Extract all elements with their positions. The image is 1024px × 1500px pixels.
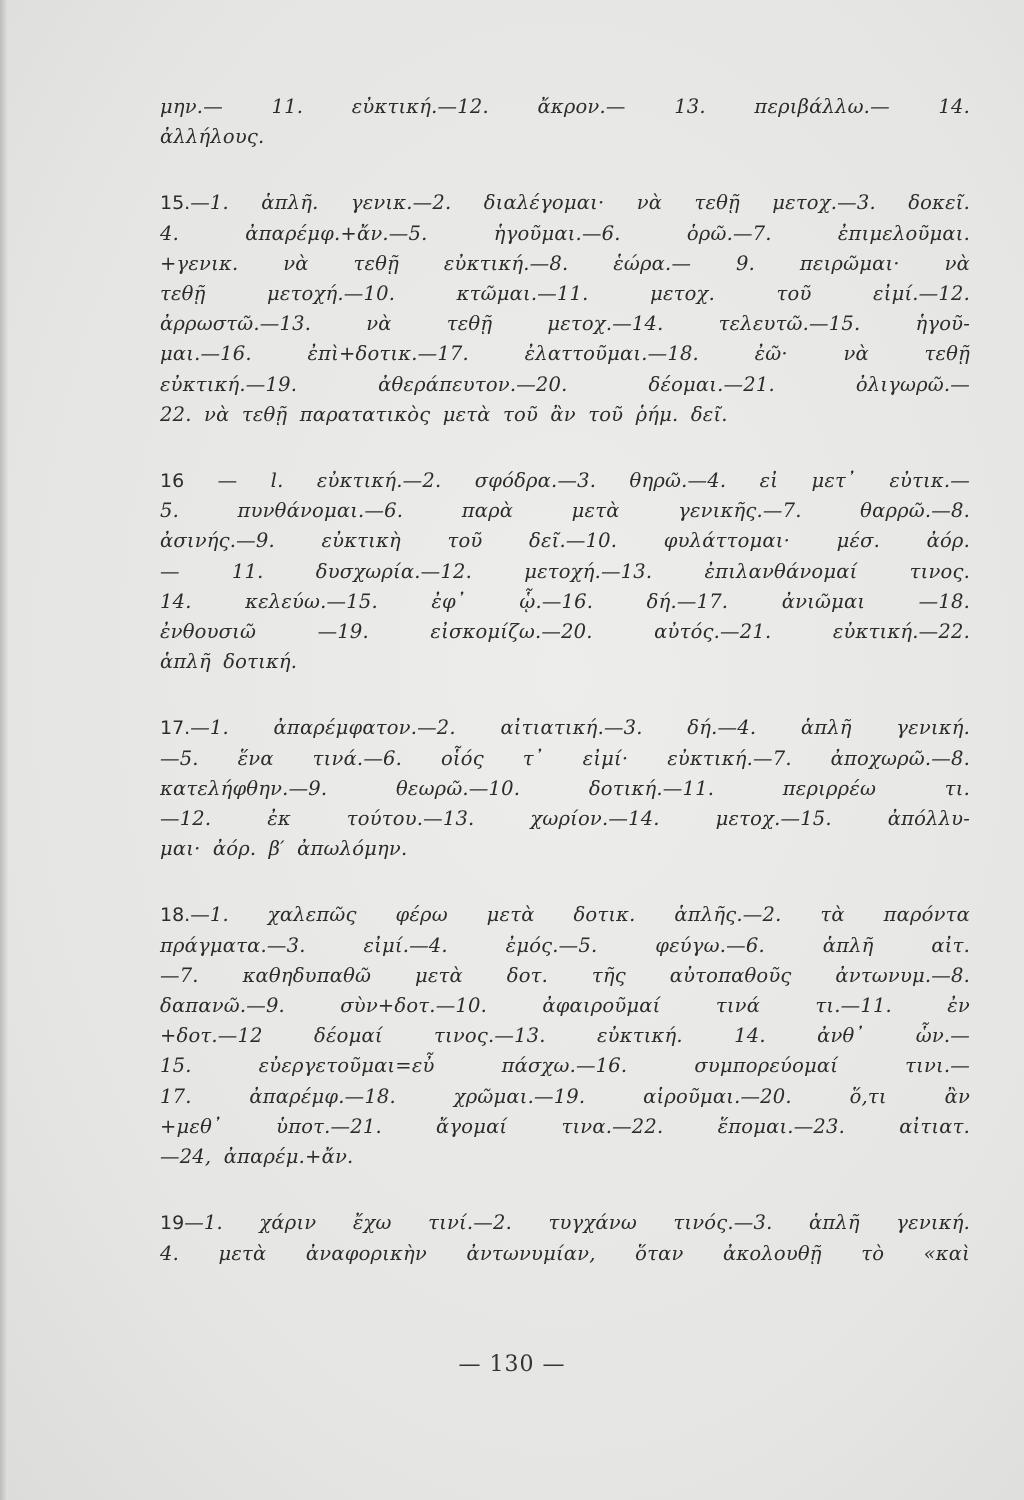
- text-line: τεθῇ μετοχή.—10. κτῶμαι.—11. μετοχ. τοῦ εἰμί.—12.: [160, 282, 970, 306]
- exercise-number: 15.: [160, 192, 191, 215]
- text-line-content: —1. ἁπλῆ. γενικ.—2. διαλέγομαι· νὰ τεθῇ μετοχ.—3. δοκεῖ.: [190, 191, 970, 215]
- text-line: κατελήφθην.—9. θεωρῶ.—10. δοτική.—11. περιρρέω τι.: [160, 776, 970, 800]
- paragraph-16: [160, 466, 970, 677]
- paragraph-17: [160, 713, 970, 864]
- text-line: ἁπλῆ δοτική.: [160, 650, 298, 674]
- text-line: 4. μετὰ ἀναφορικὴν ἀντωνυμίαν, ὅταν ἀκολουθῇ τὸ «καὶ: [160, 1241, 970, 1265]
- text-line: —5. ἕνα τινά.—6. οἷός τ᾽ εἰμί· εὐκτική.—7. ἀποχωρῶ.—8.: [160, 746, 970, 770]
- text-line: ἀρρωστῶ.—13. νὰ τεθῇ μετοχ.—14. τελευτῶ.—15. ἡγοῦ-: [160, 312, 970, 336]
- text-line: 22. νὰ τεθῇ παρατατικὸς μετὰ τοῦ ἂν τοῦ ῥήμ. δεῖ.: [160, 402, 728, 426]
- text-line: 5. πυνθάνομαι.—6. παρὰ μετὰ γενικῆς.—7. θαρρῶ.—8.: [160, 499, 970, 523]
- paragraph-14-continued: [160, 92, 970, 152]
- exercise-number: 17.: [160, 717, 191, 740]
- text-line: πράγματα.—3. εἰμί.—4. ἐμός.—5. φεύγω.—6. ἁπλῆ αἰτ.: [160, 933, 970, 957]
- text-line: 15. εὐεργετοῦμαι=εὖ πάσχω.—16. συμπορεύομαί τινι.—: [160, 1054, 970, 1078]
- text-line: μην.— 11. εὐκτική.—12. ἄκρον.— 13. περιβάλλω.— 14.: [160, 95, 970, 118]
- text-line: μαι· ἀόρ. β′ ἀπωλόμην.: [160, 837, 408, 861]
- text-line: —7. καθηδυπαθῶ μετὰ δοτ. τῆς αὐτοπαθοῦς ἀντωνυμ.—8.: [160, 963, 970, 987]
- paragraph-18: [160, 900, 970, 1172]
- exercise-number: 18.: [160, 904, 191, 927]
- text-line: μαι.—16. ἐπὶ+δοτικ.—17. ἐλαττοῦμαι.—18. ἐῶ· νὰ τεθῇ: [160, 342, 970, 366]
- text-line: ἀσινής.—9. εὐκτικὴ τοῦ δεῖ.—10. φυλάττομαι· μέσ. ἀόρ.: [160, 529, 970, 553]
- text-line: δαπανῶ.—9. σὺν+δοτ.—10. ἀφαιροῦμαί τινά τι.—11. ἐν: [160, 994, 970, 1018]
- text-line: — 11. δυσχωρία.—12. μετοχή.—13. ἐπιλανθάνομαί τινος.: [160, 559, 970, 583]
- exercise-number: 19: [160, 1212, 185, 1235]
- text-line: [160, 900, 970, 930]
- text-line: +γενικ. νὰ τεθῇ εὐκτική.—8. ἑώρα.— 9. πειρῶμαι· νὰ: [160, 251, 970, 275]
- text-line: +δοτ.—12 δέομαί τινος.—13. εὐκτική. 14. ἀνθ᾽ ὧν.—: [160, 1024, 970, 1048]
- text-line-content: —1. χάριν ἔχω τινί.—2. τυγχάνω τινός.—3. ἁπλῆ γενική.: [184, 1211, 970, 1235]
- text-line: [160, 1208, 970, 1238]
- text-line: —24, ἀπαρέμ.+ἄν.: [160, 1145, 354, 1169]
- text-line: [160, 713, 970, 743]
- text-line: εὐκτική.—19. ἀθεράπευτον.—20. δέομαι.—21. ὀλιγωρῶ.—: [160, 372, 970, 396]
- text-line-content: —1. ἀπαρέμφατον.—2. αἰτιατική.—3. δή.—4. ἁπλῆ γενική.: [190, 716, 970, 740]
- text-line-content: —1. χαλεπῶς φέρω μετὰ δοτικ. ἁπλῆς.—2. τὰ παρόντα: [190, 903, 970, 927]
- exercise-number: 16: [160, 470, 185, 493]
- answer-key-text: [160, 92, 970, 1305]
- text-line: 4. ἀπαρέμφ.+ἄν.—5. ἡγοῦμαι.—6. ὁρῶ.—7. ἐπιμελοῦμαι.: [160, 221, 970, 245]
- text-line: [160, 466, 970, 496]
- text-line-content: — l. εὐκτική.—2. σφόδρα.—3. θηρῶ.—4. εἰ μετ᾽ εὐτικ.—: [217, 469, 970, 493]
- paragraph-19: [160, 1208, 970, 1268]
- paragraph-15: [160, 188, 970, 430]
- text-line: 17. ἀπαρέμφ.—18. χρῶμαι.—19. αἱροῦμαι.—20. ὅ,τι ἂν: [160, 1084, 970, 1108]
- page-edge-shadow: [0, 0, 8, 1500]
- text-line: [160, 188, 970, 218]
- text-line: ἐνθουσιῶ —19. εἰσκομίζω.—20. αὐτός.—21. εὐκτική.—22.: [160, 620, 970, 644]
- text-line: ἀλλήλους.: [160, 125, 265, 149]
- text-line: —12. ἐκ τούτου.—13. χωρίον.—14. μετοχ.—15. ἀπόλλυ-: [160, 807, 970, 831]
- text-line: +μεθ᾽ ὑποτ.—21. ἄγομαί τινα.—22. ἕπομαι.—23. αἰτιατ.: [160, 1114, 970, 1138]
- text-line: 14. κελεύω.—15. ἐφ᾽ ᾧ.—16. δή.—17. ἀνιῶμαι —18.: [160, 589, 970, 613]
- page-number: — 130 —: [458, 1352, 566, 1377]
